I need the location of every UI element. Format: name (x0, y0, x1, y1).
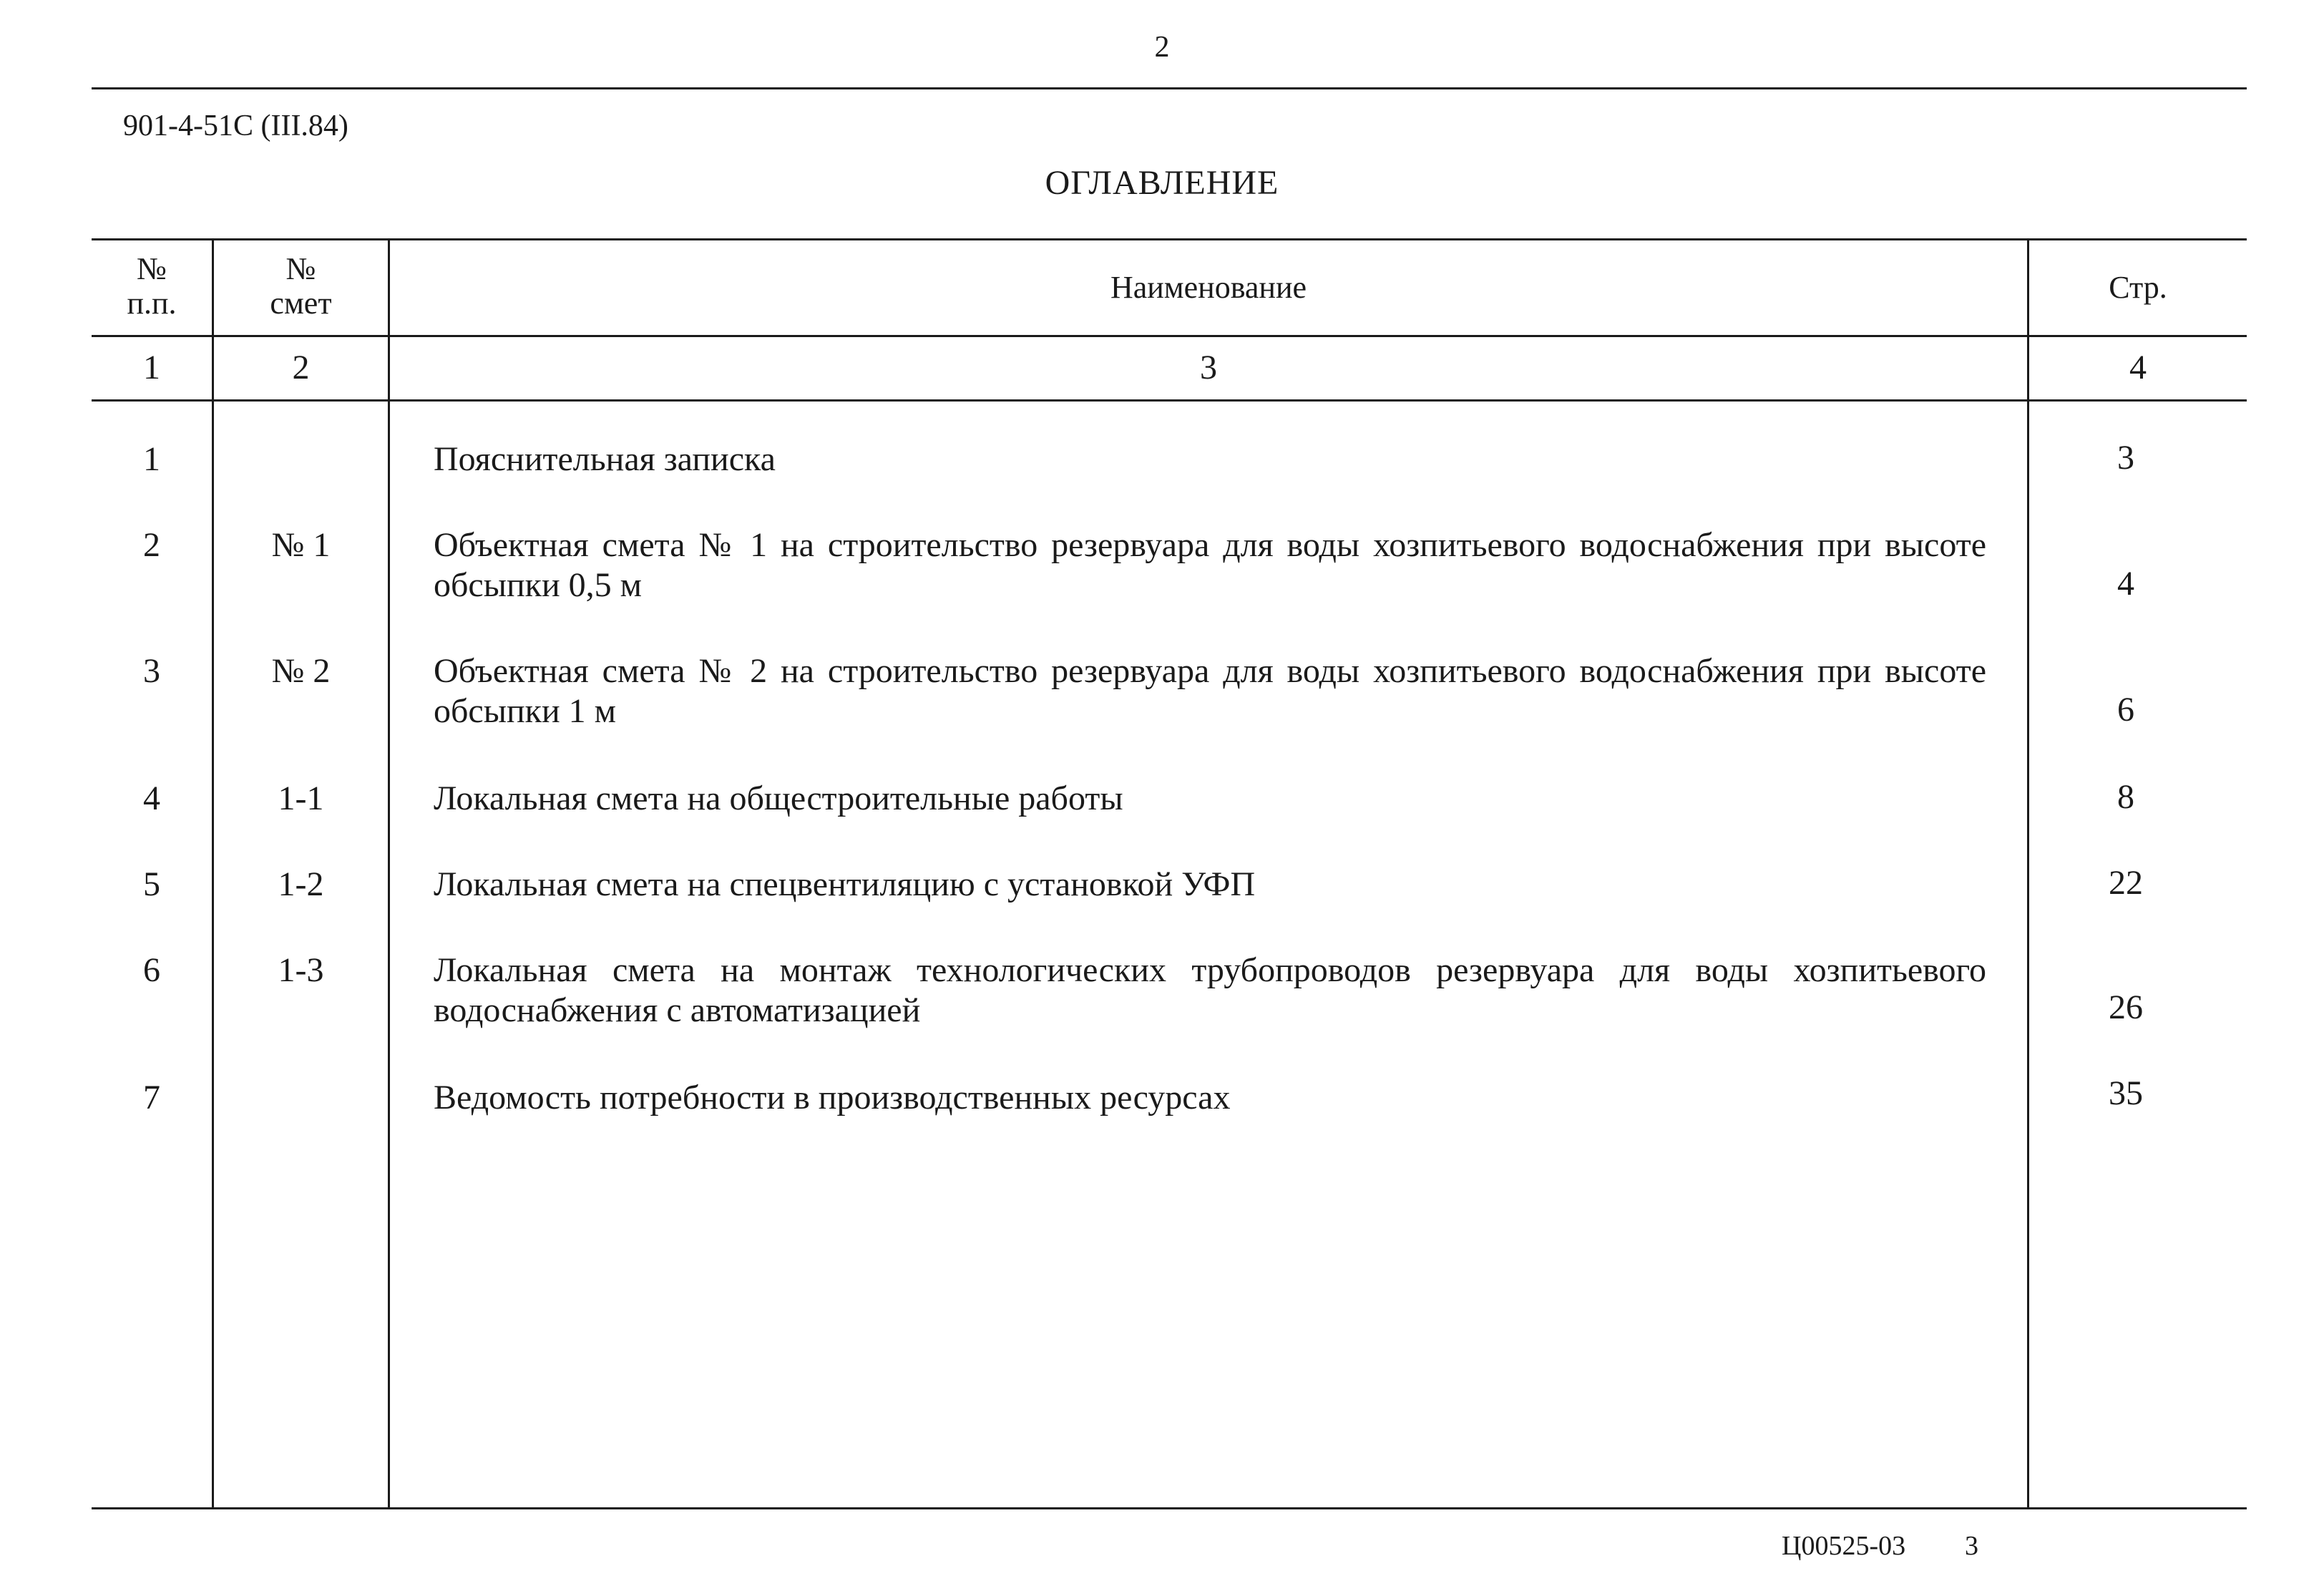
row-number: 7 (143, 1079, 160, 1117)
top-rule (92, 87, 2247, 89)
column-number-1: 1 (143, 349, 160, 386)
item-name: Пояснительная записка (434, 440, 776, 478)
header-cell-page: Стр. (2109, 270, 2167, 305)
footer-code: Ц00525-03 (1782, 1531, 1906, 1561)
estimate-number: 1-1 (278, 779, 324, 817)
table-bottom-rule (92, 1507, 2247, 1509)
page-ref: 26 (2109, 988, 2143, 1026)
page-title: ОГЛАВЛЕНИЕ (1045, 164, 1279, 202)
column-number-2: 2 (292, 349, 310, 386)
estimate-number: 1-3 (278, 951, 324, 989)
column-number-3: 3 (1200, 349, 1217, 386)
estimate-number: 1-2 (278, 865, 324, 903)
page-ref: 22 (2109, 864, 2143, 902)
page-ref: 35 (2109, 1074, 2143, 1112)
item-name: Объектная смета № 1 на строительство резервуара для воды хозпитьевого водоснабжения при высоте обсыпки 0,5 м (434, 526, 1986, 604)
page-ref: 4 (2117, 565, 2134, 603)
item-name: Ведомость потребности в производственных ресурсах (434, 1079, 1231, 1117)
header-cell-estimate-number-line2: смет (270, 286, 332, 321)
header-cell-estimate-number (214, 252, 388, 321)
page-ref: 3 (2117, 439, 2134, 477)
column-divider-2 (388, 238, 390, 1509)
header-cell-row-number-line1: № (137, 251, 167, 286)
document-code: 901-4-51С (III.84) (123, 110, 348, 142)
item-name: Локальная смета на общестроительные работы (434, 779, 1123, 817)
row-number: 2 (143, 526, 160, 564)
estimate-number: № 1 (271, 526, 331, 564)
page-number: 2 (1154, 31, 1170, 64)
header-cell-name: Наименование (1110, 270, 1307, 305)
table-top-rule (92, 238, 2247, 240)
row-number: 4 (143, 779, 160, 817)
footer-sheet-number: 3 (1965, 1531, 1978, 1561)
header-cell-row-number-line2: п.п. (127, 286, 177, 321)
header-cell-estimate-number-line1: № (285, 251, 316, 286)
row-number: 5 (143, 865, 160, 903)
column-numbers-rule (92, 399, 2247, 402)
header-cell-row-number (92, 252, 212, 321)
item-name: Объектная смета № 2 на строительство резервуара для воды хозпитьевого водоснабжения при высоте обсыпки 1 м (434, 652, 1986, 730)
item-name: Локальная смета на монтаж технологических трубопроводов резервуара для воды хозпитьевого водоснабжения с автоматизацией (434, 951, 1986, 1029)
column-number-4: 4 (2129, 349, 2147, 386)
page-ref: 6 (2117, 691, 2134, 729)
row-number: 6 (143, 951, 160, 989)
estimate-number: № 2 (271, 652, 331, 690)
row-number: 3 (143, 652, 160, 690)
page-ref: 8 (2117, 778, 2134, 816)
item-name: Локальная смета на спецвентиляцию с установкой УФП (434, 865, 1256, 903)
header-bottom-rule (92, 335, 2247, 337)
row-number: 1 (143, 440, 160, 478)
